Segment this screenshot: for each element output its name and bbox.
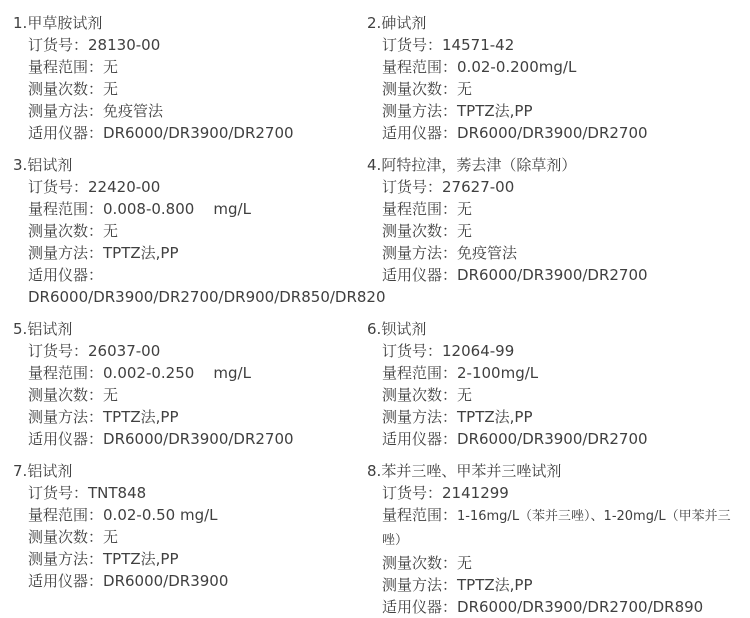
measure-count-value: 无 [457,386,473,404]
instrument-label: 适用仪器： [28,124,104,142]
order-number-line [367,340,750,362]
measure-count-line [13,78,367,100]
reagent-item [13,12,367,144]
order-number-label: 订货号： [382,484,443,502]
range-line [367,198,750,220]
method-label: 测量方法： [28,550,104,568]
range-line [13,362,367,384]
range-value: 0.02-0.200mg/L [457,58,577,76]
measure-count-label: 测量次数： [382,554,458,572]
range-value: 2-100mg/L [457,364,539,382]
order-number-label: 订货号： [28,484,89,502]
reagent-name: 铝试剂 [27,156,73,174]
method-label: 测量方法： [28,244,104,262]
range-value: 无 [103,58,119,76]
reagent-title [367,318,750,340]
method-value: TPTZ法,PP [457,102,533,120]
reagent-item [367,460,750,618]
reagent-name: 甲草胺试剂 [27,14,103,32]
reagent-name: 苯并三唑、甲苯并三唑试剂 [381,462,562,480]
instrument-label: 适用仪器： [382,266,458,284]
measure-count-value: 无 [457,222,473,240]
order-number-value: 2141299 [442,484,509,502]
instrument-label: 适用仪器： [382,598,458,616]
measure-count-label: 测量次数： [382,386,458,404]
instrument-label: 适用仪器： [28,430,104,448]
reagent-title [367,12,750,34]
measure-count-label: 测量次数： [28,80,104,98]
instrument-line [13,428,367,450]
reagent-title [13,460,367,482]
measure-count-value: 无 [103,222,119,240]
instrument-line [13,570,367,592]
instrument-value: DR6000/DR3900/DR2700 [457,266,648,284]
range-line [367,56,750,78]
measure-count-value: 无 [103,528,119,546]
order-number-line [13,482,367,504]
instrument-value: DR6000/DR3900/DR2700 [457,124,648,142]
measure-count-line [367,384,750,406]
reagent-number: 1. [13,14,28,32]
method-label: 测量方法： [382,576,458,594]
reagent-number: 3. [13,156,28,174]
reagent-grid [13,12,750,618]
method-line [13,406,367,428]
order-number-line [367,482,750,504]
range-value: 0.008-0.800 mg/L [103,200,251,218]
reagent-name: 铝试剂 [27,320,73,338]
order-number-value: 12064-99 [442,342,515,360]
reagent-item [13,460,367,618]
measure-count-label: 测量次数： [28,222,104,240]
order-number-line [13,176,367,198]
measure-count-line [367,78,750,100]
instrument-line [367,122,750,144]
reagent-title [367,460,750,482]
method-line [367,100,750,122]
range-line [13,504,367,526]
reagent-name: 铝试剂 [27,462,73,480]
method-line [367,574,750,596]
reagent-item [367,154,750,308]
measure-count-label: 测量次数： [28,528,104,546]
method-line [367,242,750,264]
order-number-label: 订货号： [382,36,443,54]
instrument-value: DR6000/DR3900/DR2700/DR890 [457,598,704,616]
reagent-name: 钡试剂 [381,320,427,338]
instrument-line [13,264,386,308]
measure-count-line [13,384,367,406]
measure-count-line [367,220,750,242]
range-label: 量程范围： [28,506,104,524]
measure-count-value: 无 [457,554,473,572]
method-label: 测量方法： [28,102,104,120]
instrument-line [367,428,750,450]
instrument-label: 适用仪器： [28,266,104,284]
method-line [13,242,367,264]
measure-count-value: 无 [457,80,473,98]
reagent-number: 6. [367,320,382,338]
method-label: 测量方法： [382,102,458,120]
order-number-value: 27627-00 [442,178,515,196]
reagent-item [367,318,750,450]
instrument-label: 适用仪器： [382,430,458,448]
order-number-label: 订货号： [28,342,89,360]
reagent-title [13,154,367,176]
method-value: TPTZ法,PP [457,408,533,426]
reagent-title [13,12,367,34]
order-number-line [13,34,367,56]
range-line [367,504,750,552]
instrument-value: DR6000/DR3900/DR2700/DR900/DR850/DR820 [28,288,386,306]
instrument-line [367,596,750,618]
range-line [13,198,367,220]
method-value: TPTZ法,PP [103,408,179,426]
reagent-title [367,154,750,176]
reagent-number: 4. [367,156,382,174]
range-label: 量程范围： [28,58,104,76]
method-value: 免疫管法 [457,244,518,262]
range-label: 量程范围： [382,506,458,524]
order-number-value: 14571-42 [442,36,515,54]
order-number-label: 订货号： [382,178,443,196]
reagent-number: 7. [13,462,28,480]
measure-count-line [367,552,750,574]
reagent-item [367,12,750,144]
reagent-item [13,318,367,450]
order-number-line [13,340,367,362]
order-number-value: 28130-00 [88,36,161,54]
reagent-name: 阿特拉津，莠去津（除草剂） [381,156,577,174]
instrument-line [367,264,750,286]
order-number-line [367,34,750,56]
order-number-label: 订货号： [382,342,443,360]
reagent-number: 2. [367,14,382,32]
order-number-label: 订货号： [28,178,89,196]
instrument-value: DR6000/DR3900/DR2700 [103,124,294,142]
reagent-number: 8. [367,462,382,480]
instrument-value: DR6000/DR3900/DR2700 [103,430,294,448]
instrument-label: 适用仪器： [382,124,458,142]
method-value: 免疫管法 [103,102,164,120]
instrument-value: DR6000/DR3900 [103,572,229,590]
order-number-value: 26037-00 [88,342,161,360]
measure-count-line [13,526,367,548]
instrument-line [13,122,367,144]
reagent-item [13,154,386,308]
method-value: TPTZ法,PP [103,244,179,262]
range-value: 无 [457,200,473,218]
instrument-label: 适用仪器： [28,572,104,590]
order-number-value: 22420-00 [88,178,161,196]
range-value: 1-16mg/L（苯并三唑）、1-20mg/L（甲苯并三唑） [382,509,731,548]
range-value: 0.002-0.250 mg/L [103,364,251,382]
range-label: 量程范围： [382,364,458,382]
reagent-title [13,318,367,340]
method-value: TPTZ法,PP [103,550,179,568]
method-label: 测量方法： [382,408,458,426]
instrument-value: DR6000/DR3900/DR2700 [457,430,648,448]
range-label: 量程范围： [28,364,104,382]
range-label: 量程范围： [28,200,104,218]
method-value: TPTZ法,PP [457,576,533,594]
range-label: 量程范围： [382,58,458,76]
range-line [13,56,367,78]
range-label: 量程范围： [382,200,458,218]
method-line [13,100,367,122]
measure-count-label: 测量次数： [382,80,458,98]
order-number-line [367,176,750,198]
order-number-label: 订货号： [28,36,89,54]
measure-count-line [13,220,367,242]
reagent-number: 5. [13,320,28,338]
measure-count-label: 测量次数： [382,222,458,240]
method-line [13,548,367,570]
method-label: 测量方法： [28,408,104,426]
measure-count-value: 无 [103,386,119,404]
order-number-value: TNT848 [88,484,147,502]
measure-count-label: 测量次数： [28,386,104,404]
method-label: 测量方法： [382,244,458,262]
range-line [367,362,750,384]
range-value: 0.02-0.50 mg/L [103,506,218,524]
measure-count-value: 无 [103,80,119,98]
method-line [367,406,750,428]
reagent-name: 砷试剂 [381,14,427,32]
